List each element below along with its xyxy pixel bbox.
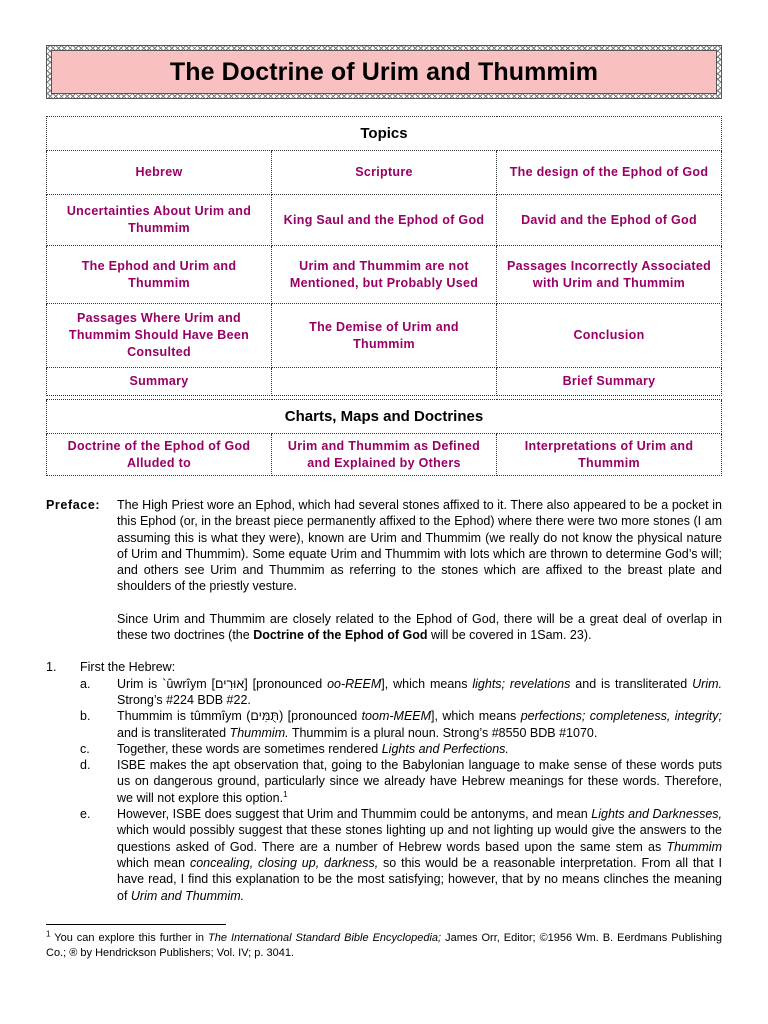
title-inner [51,50,717,94]
meaning: lights; revelations [472,676,571,691]
topic-link[interactable]: Scripture [272,151,497,195]
text-run: and is transliterated [570,676,693,691]
preface-paragraph-2 [117,611,722,644]
text-run: Thummim is tûmmîym ( [117,709,251,724]
topic-link[interactable]: Passages Where Urim and Thummim Should Have Been Consulted [47,304,272,368]
italic-phrase: Thummim [666,839,722,854]
italic-phrase: Urim and Thummim. [130,888,245,903]
text-run: which mean [117,855,190,870]
footnote-number: 1 [46,929,51,939]
footnote [46,931,722,961]
section-title: First the Hebrew: [80,660,176,675]
chart-link[interactable]: Doctrine of the Ephod of God Alluded to [47,434,272,476]
topic-link[interactable]: Conclusion [497,304,722,368]
topic-link[interactable]: Hebrew [47,151,272,195]
text-run: However, ISBE does suggest that Urim and Thummim could be antonyms, and mean [117,807,592,822]
pronunciation: toom-MEEM [361,709,432,724]
text-run: Strong’s #224 BDB #22. [117,692,251,707]
item-c [80,741,722,757]
topic-link[interactable]: King Saul and the Ephod of God [272,195,497,246]
text-run: Together, these words are sometimes rendered [117,741,382,756]
text-run: so this would be a reasonable interpretation. From all that I have read, I find this explanation to be the most satisfying; however, that by no means clinches the meaning of [117,855,722,903]
italic-phrase: Lights and Darknesses, [591,807,722,822]
text-run: ] [pronounced [244,676,328,691]
item-b [80,708,722,741]
topic-link[interactable]: The design of the Ephod of God [497,151,722,195]
footnote-divider [46,924,226,925]
section-number: 1. [46,660,57,675]
page-title: The Doctrine of Urim and Thummim [169,57,599,86]
item-text [117,757,722,806]
topic-link[interactable]: The Demise of Urim and Thummim [272,304,497,368]
topic-link[interactable]: Urim and Thummim are not Mentioned, but Probably Used [272,246,497,304]
hebrew-word: תֻּמִּים [250,709,280,724]
topic-link[interactable]: David and the Ephod of God [497,195,722,246]
item-text [117,806,722,904]
document-body [46,497,722,904]
meaning: perfections; completeness, integrity; [520,709,722,724]
preface-label: Preface: [46,498,101,512]
item-e [80,806,722,904]
transliteration: Thummim. [229,725,289,740]
topic-empty-cell [272,368,497,396]
book-title: The International Standard Bible Encyclopedia; [208,932,442,944]
item-letter: e. [80,807,91,822]
item-letter: b. [80,709,91,724]
text-run: Urim is `ûwrîym [ [117,676,216,691]
text-run: James Orr, Editor; ©1956 Wm. B. Eerdmans Publishing Co.; ® by Hendrickson Publishers; Vol. IV; p. 3041. [46,932,722,959]
preface [46,497,722,643]
topics-table [46,116,722,476]
item-text [117,676,722,709]
text-run: which would possibly suggest that these stones lighting up and not lighting up would give the answers to the questions asked of God. There are a number of Hebrew words based upon the same stem as [117,823,722,854]
section-1-heading [46,659,722,675]
text-run: ) [pronounced [279,709,362,724]
item-d [80,757,722,806]
title-banner [46,45,722,99]
preface-text [117,497,722,643]
doctrine-ref: Doctrine of the Ephod of God [253,628,428,643]
italic-phrase: Lights and Perfections. [381,741,509,756]
text-run: ], which means [431,709,521,724]
topics-heading: Topics [47,117,722,151]
text-run: ], which means [381,676,473,691]
text-run: Since Urim and Thummim are closely related to the Ephod of God, there will be a great deal of overlap in these two doctrines (the [117,611,722,643]
item-letter: a. [80,676,91,691]
chart-link[interactable]: Interpretations of Urim and Thummim [497,434,722,476]
item-text [117,708,722,741]
topic-link[interactable]: Summary [47,368,272,396]
item-text [117,741,722,757]
item-letter: d. [80,758,91,773]
topic-link[interactable]: Brief Summary [497,368,722,396]
topic-link[interactable]: Uncertainties About Urim and Thummim [47,195,272,246]
topic-link[interactable]: The Ephod and Urim and Thummim [47,246,272,304]
text-run: will be covered in 1Sam. 23). [427,628,592,643]
text-run: You can explore this further in [50,932,209,944]
footnote-ref[interactable]: 1 [283,789,288,799]
charts-heading: Charts, Maps and Doctrines [47,400,722,434]
text-run: Thummim is a plural noun. Strong’s #8550 BDB #1070. [288,725,598,740]
item-letter: c. [80,741,90,756]
text-run: and is transliterated [117,725,230,740]
transliteration: Urim. [692,676,722,691]
item-a [80,676,722,709]
topic-link[interactable]: Passages Incorrectly Associated with Urim and Thummim [497,246,722,304]
italic-phrase: concealing, closing up, darkness, [189,855,379,870]
text-run: ISBE makes the apt observation that, going to the Babylonian language to make sense of these words puts us on dangerous ground, particularly since we already have Hebrew meanings for these words. Therefore, we will not explore this option. [117,758,722,805]
hebrew-word: אוּרִים [215,676,245,691]
chart-link[interactable]: Urim and Thummim as Defined and Explained by Others [272,434,497,476]
pronunciation: oo-REEM [327,676,382,691]
preface-paragraph-1: The High Priest wore an Ephod, which had several stones affixed to it. There also appeared to be a pocket in this Ephod (or, in the breast piece permanently affixed to the Ephod) where there were two more stones (I am assuming this is what they were), known are Urim and Thummim (we really do not know the physical nature of Urim and Thummim). Some equate Urim and Thummim with lots which are thrown to determine God’s will; and others see Urim and Thummim as referring to the stones which are affixed to the breast plate and shoulders of the priestly vesture. [117,498,722,594]
